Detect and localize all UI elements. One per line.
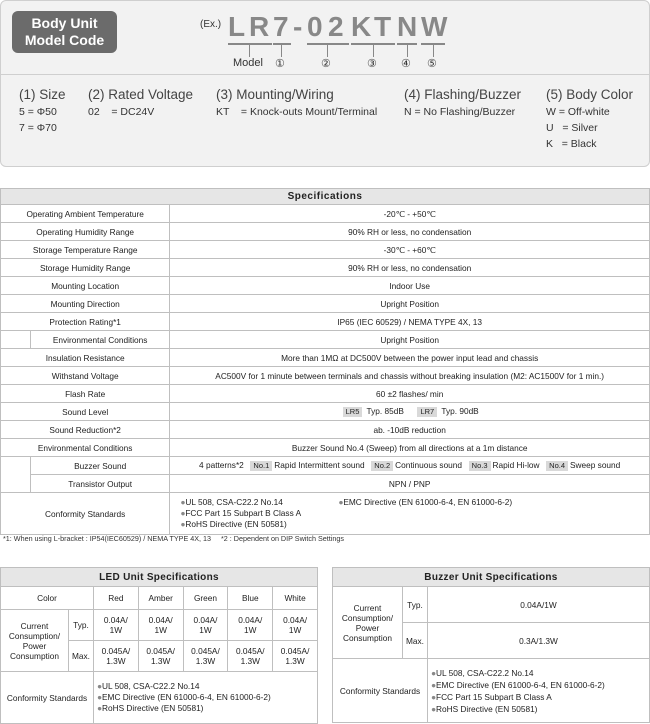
table-row: Environmental Conditions Upright Position — [1, 331, 650, 349]
color-col: Green — [183, 587, 228, 610]
size-title: (1) Size — [19, 87, 66, 102]
conformity-item: ●EMC Directive (EN 61000-6-4, EN 61000-6-2) — [430, 679, 605, 690]
color-title: (5) Body Color — [546, 87, 634, 102]
size-option: 7 = Φ70 — [19, 122, 57, 134]
pattern-tag: No.1 — [250, 461, 272, 471]
conformity-text: EMC Directive (EN 61000-6-4, EN 61000-6-2) — [102, 692, 271, 702]
conformity-item: ●FCC Part 15 Subpart B Class A — [430, 691, 552, 702]
code-label: ④ — [401, 58, 411, 70]
max-label: Max. — [69, 641, 94, 672]
tick — [373, 45, 374, 57]
color-col: Blue — [228, 587, 273, 610]
table-row: Storage Temperature Range -30℃ - +60℃ — [1, 241, 650, 259]
current-label: Current Consumption/ Power Consumption — [333, 587, 403, 659]
table-row: Protection Rating*1 IP65 (IEC 60529) / NEMA TYPE 4X, 13 — [1, 313, 650, 331]
model-tag: LR7 — [417, 407, 437, 417]
table-row: Mounting Direction Upright Position — [1, 295, 650, 313]
conformity-cell — [427, 659, 649, 723]
footnote: *1: When using L-bracket : IP54(IEC60529) / NEMA TYPE 4X, 13 *2 : Dependent on DIP Switch Settings — [3, 534, 344, 543]
typ-label: Typ. — [69, 610, 94, 641]
conformity-item: ●RoHS Directive (EN 50581) — [96, 703, 204, 713]
tick — [281, 45, 282, 57]
indent-cell — [1, 457, 31, 475]
color-col: White — [273, 587, 318, 610]
pattern-tag: No.2 — [371, 461, 393, 471]
led-spec-table — [0, 567, 318, 724]
model-tag: LR5 — [343, 407, 363, 417]
max-value: 0.045A/ 1.3W — [93, 641, 138, 672]
color-col: Amber — [138, 587, 183, 610]
conformity-label: Conformity Standards — [333, 659, 428, 723]
color-col: Red — [93, 587, 138, 610]
badge-line1: Body Unit — [31, 15, 98, 31]
conformity-item: ●UL 508, CSA-C22.2 No.14 — [96, 681, 200, 691]
badge-line2: Model Code — [24, 32, 105, 48]
conformity-text: UL 508, CSA-C22.2 No.14 — [185, 497, 283, 507]
buzzer-sound-value — [170, 457, 650, 475]
conformity-text: FCC Part 15 Subpart B Class A — [436, 691, 552, 702]
buzzer-spec-table — [332, 567, 650, 723]
model-code-badge — [12, 11, 117, 53]
conformity-text: UL 508, CSA-C22.2 No.14 — [102, 681, 200, 691]
max-value: 0.045A/ 1.3W — [183, 641, 228, 672]
table-row: Operating Ambient Temperature -20℃ - +50℃ — [1, 205, 650, 223]
table-row: Environmental Conditions Buzzer Sound No.4 (Sweep) from all directions at a 1m distance — [1, 439, 650, 457]
table-row: Transistor Output NPN / PNP — [1, 475, 650, 493]
max-value: 0.045A/ 1.3W — [138, 641, 183, 672]
code-char: N — [397, 11, 418, 42]
max-value: 0.045A/ 1.3W — [228, 641, 273, 672]
conformity-item: ●EMC Directive (EN 61000-6-4, EN 61000-6-2) — [338, 497, 513, 507]
conformity-text: UL 508, CSA-C22.2 No.14 — [436, 667, 534, 678]
code-char: W — [421, 11, 448, 42]
conformity-item: ●FCC Part 15 Subpart B Class A — [180, 508, 302, 518]
mounting-title: (3) Mounting/Wiring — [216, 87, 334, 102]
code-label: ⑤ — [427, 58, 437, 70]
flashing-option: N = No Flashing/Buzzer — [404, 106, 516, 118]
table-row: Sound Reduction*2 ab. -10dB reduction — [1, 421, 650, 439]
conformity-item: ●UL 508, CSA-C22.2 No.14 — [180, 497, 283, 507]
table-row: Conformity Standards ●UL 508, CSA-C22.2 No.14 ●FCC Part 15 Subpart B Class A ●RoHS Directive (EN 50581) ●EMC Directive (EN 61000-6-4, EN 61000-6-2) — [1, 493, 650, 535]
sound-level: Typ. 85dB — [366, 406, 404, 416]
indent-cell — [1, 475, 31, 493]
typ-value: 0.04A/ 1W — [138, 610, 183, 641]
underline-2 — [307, 43, 349, 45]
buzzer-title: Buzzer Unit Specifications — [333, 568, 650, 587]
table-row: Insulation Resistance More than 1MΩ at DC500V between the power input lead and chassis — [1, 349, 650, 367]
code-char: L — [228, 11, 246, 42]
code-label: Model — [233, 57, 263, 69]
conformity-cell — [170, 493, 650, 535]
conformity-text: RoHS Directive (EN 50581) — [436, 703, 538, 714]
code-char: R — [249, 11, 270, 42]
current-label: Current Consumption/ Power Consumption — [1, 610, 69, 672]
conformity-text: FCC Part 15 Subpart B Class A — [185, 508, 302, 518]
color-option: U = Silver — [546, 122, 598, 134]
code-char: 0 — [307, 11, 323, 42]
max-label: Max. — [403, 623, 428, 659]
flashing-title: (4) Flashing/Buzzer — [404, 87, 522, 102]
pattern-tag: No.3 — [469, 461, 491, 471]
voltage-option: 02 = DC24V — [88, 106, 155, 118]
specifications-table — [0, 188, 650, 535]
typ-value: 0.04A/ 1W — [93, 610, 138, 641]
table-row: Buzzer Sound 4 patterns*2 No.1 Rapid Intermittent sound No.2 Continuous sound No.3 Rapid Hi-low No.4 Sweep sound — [1, 457, 650, 475]
mounting-option: KT = Knock-outs Mount/Terminal — [216, 106, 378, 118]
typ-value: 0.04A/ 1W — [228, 610, 273, 641]
tick — [249, 45, 250, 57]
patterns-label: 4 patterns*2 — [199, 460, 244, 470]
panel-divider — [1, 74, 649, 75]
pattern-desc: Rapid Hi-low — [492, 460, 540, 470]
table-row: Mounting Location Indoor Use — [1, 277, 650, 295]
voltage-title: (2) Rated Voltage — [88, 87, 194, 102]
color-option: K = Black — [546, 138, 597, 150]
table-row: Operating Humidity Range 90% RH or less, no condensation — [1, 223, 650, 241]
table-row: Sound Level LR5 Typ. 85dB LR7 Typ. 90dB — [1, 403, 650, 421]
code-char: - — [293, 11, 303, 42]
table-row: Flash Rate 60 ±2 flashes/ min — [1, 385, 650, 403]
conformity-item: ●RoHS Directive (EN 50581) — [180, 519, 287, 529]
conformity-text: EMC Directive (EN 61000-6-4, EN 61000-6-2) — [436, 679, 605, 690]
code-char: 7 — [273, 11, 289, 42]
spec-title: Specifications — [1, 189, 650, 205]
code-label: ② — [321, 58, 331, 70]
pattern-tag: No.4 — [546, 461, 568, 471]
code-char: K — [351, 11, 372, 42]
pattern-desc: Sweep sound — [570, 460, 621, 470]
table-row: Withstand Voltage AC500V for 1 minute between terminals and chassis without breaking insulation (M2: AC1500V for 1 min.) — [1, 367, 650, 385]
table-row — [333, 587, 650, 623]
conformity-item: ●RoHS Directive (EN 50581) — [430, 703, 538, 714]
tick — [327, 45, 328, 57]
max-value: 0.045A/ 1.3W — [273, 641, 318, 672]
conformity-label: Conformity Standards — [1, 672, 94, 724]
typ-value: 0.04A/ 1W — [183, 610, 228, 641]
conformity-item: ●EMC Directive (EN 61000-6-4, EN 61000-6-2) — [96, 692, 271, 702]
led-title: LED Unit Specifications — [1, 568, 318, 587]
sound-level-value — [170, 403, 650, 421]
conformity-text: RoHS Directive (EN 50581) — [102, 703, 204, 713]
conformity-text: RoHS Directive (EN 50581) — [185, 519, 287, 529]
pattern-desc: Continuous sound — [395, 460, 463, 470]
table-row — [1, 587, 318, 610]
conformity-text: EMC Directive (EN 61000-6-4, EN 61000-6-2) — [343, 497, 513, 507]
underline-1 — [273, 43, 291, 45]
typ-value: 0.04A/ 1W — [273, 610, 318, 641]
typ-label: Typ. — [403, 587, 428, 623]
max-value: 0.3A/1.3W — [427, 623, 649, 659]
example-label: (Ex.) — [200, 19, 222, 30]
sound-level: Typ. 90dB — [441, 406, 479, 416]
typ-value: 0.04A/1W — [427, 587, 649, 623]
tick — [407, 45, 408, 57]
color-header: Color — [1, 587, 94, 610]
underline-model — [228, 43, 272, 45]
conformity-item: ●UL 508, CSA-C22.2 No.14 — [430, 667, 534, 678]
code-char: 2 — [328, 11, 344, 42]
code-label: ① — [275, 58, 285, 70]
code-char: T — [374, 11, 392, 42]
color-option: W = Off-white — [546, 106, 610, 118]
tick — [433, 45, 434, 57]
table-row — [1, 610, 318, 641]
size-option: 5 = Φ50 — [19, 106, 57, 118]
table-row: Storage Humidity Range 90% RH or less, no condensation — [1, 259, 650, 277]
model-code-panel — [0, 0, 650, 167]
table-row — [333, 659, 650, 723]
code-label: ③ — [367, 58, 377, 70]
pattern-desc: Rapid Intermittent sound — [274, 460, 365, 470]
table-row — [1, 672, 318, 724]
conformity-cell — [93, 672, 317, 724]
indent-cell — [1, 331, 31, 349]
